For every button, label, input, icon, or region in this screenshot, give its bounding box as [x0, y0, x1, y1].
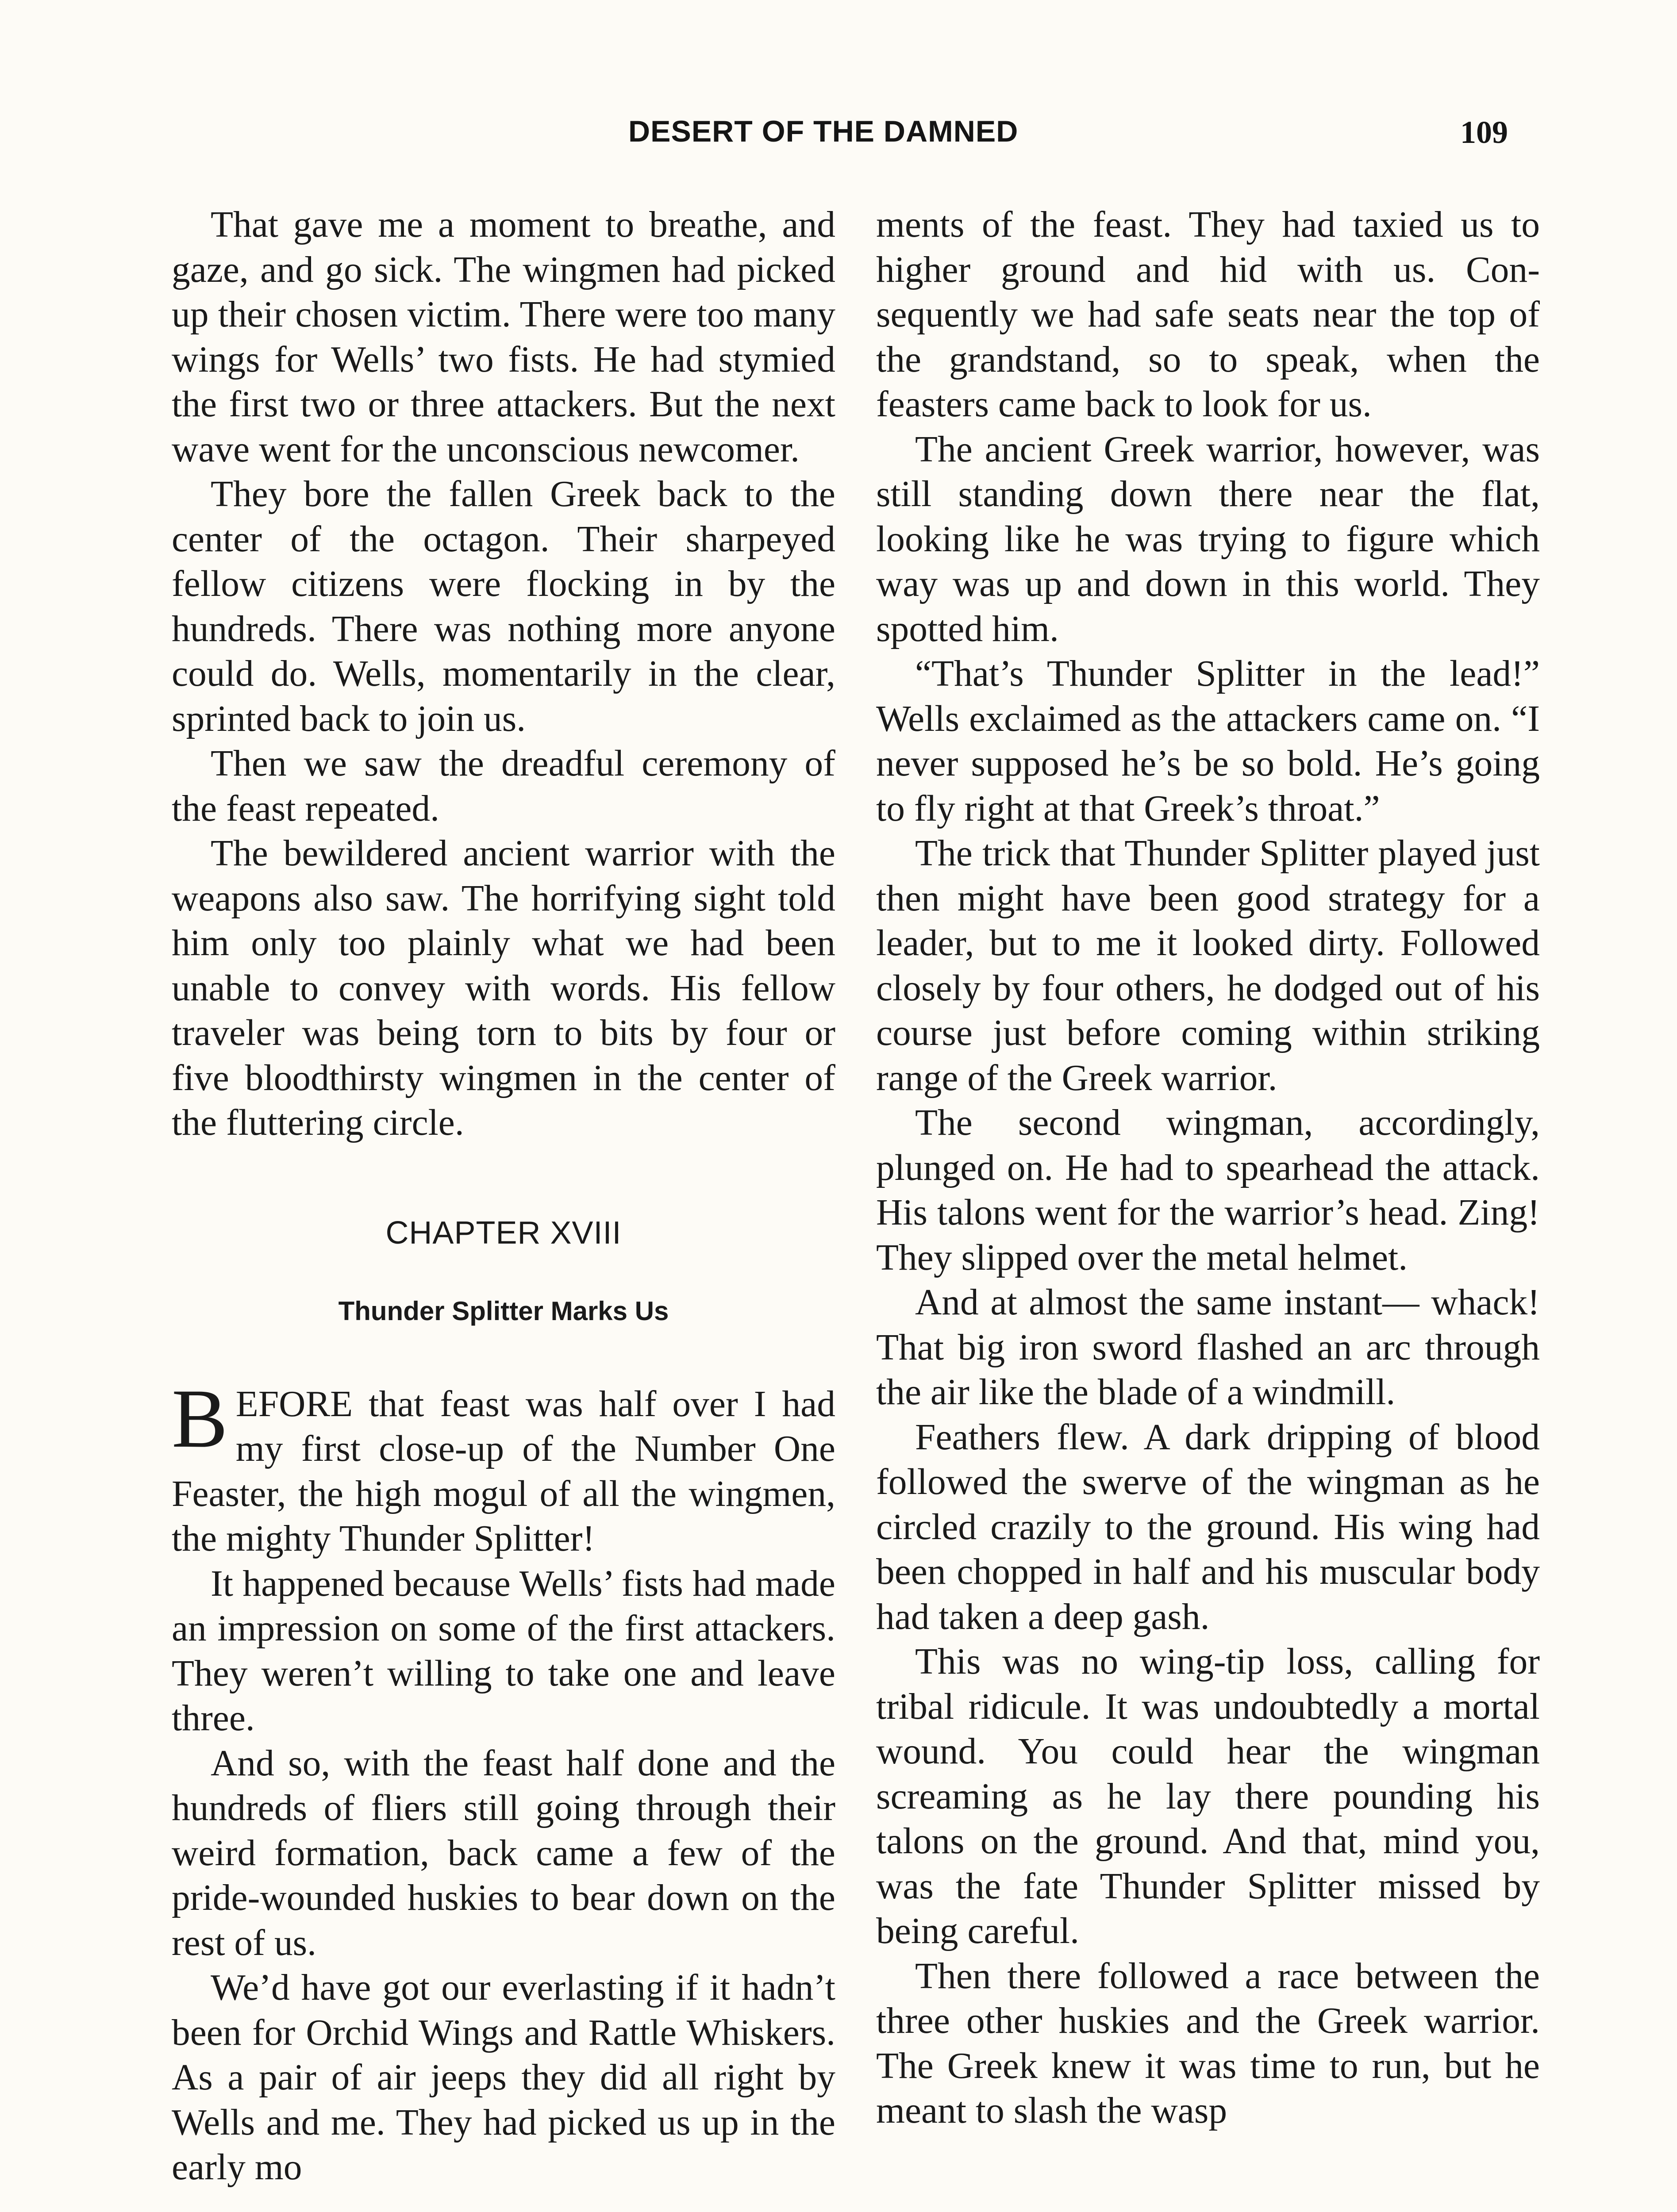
paragraph: They bore the fallen Greek back to the center of the octagon. Their sharpeyed fellow citizens were flocking in by the hundreds. There was nothing more anyone could do. Wells, momentarily in the clear, sprinted back to join us.	[172, 474, 835, 739]
paragraph: And at almost the same instant— whack! That big iron sword flashed an arc through the air like the blade of a windmill.	[876, 1282, 1540, 1413]
chapter-subtitle: Thunder Splitter Marks Us	[338, 1296, 669, 1326]
paragraph: “That’s Thunder Splitter in the lead!” Wells exclaimed as the attackers came on. “I never supposed he’s be so bold. He’s going to fly right at that Greek’s throat.”	[876, 653, 1540, 829]
paragraph: The ancient Greek warrior, however, was still standing down there near the flat, looking like he was trying to figure which way was up and down in this world. They spotted him.	[876, 429, 1540, 649]
paragraph: Then there followed a race between the three other huskies and the Greek warrior. The Greek knew it was time to run, but he meant to slash the wasp	[876, 1955, 1540, 2131]
paragraph: The bewildered ancient warrior with the weapons also saw. The horrifying sight told him only too plainly what we had been unable to convey with words. His fellow traveler was being torn to bits by four or five bloodthirsty wingmen in the center of the fluttering circle.	[172, 833, 835, 1143]
paragraph: We’d have got our everlasting if it hadn’t been for Orchid Wings and Rattle Whiskers. As a pair of air jeeps they did all right by Wells and me. They had picked us up in the early mo	[172, 1967, 835, 2188]
opening-text: EFORE that feast was half over I had my first close-up of the Number One Feaster, the high mogul of all the wingmen, the mighty Thunder Splitter!	[172, 1383, 835, 1559]
drop-cap: B	[172, 1372, 228, 1465]
paragraph: Then we saw the dreadful ceremony of the feast repeated.	[172, 743, 835, 829]
chapter-opening-paragraph	[172, 1372, 835, 1562]
paragraph: The second wingman, accordingly, plunged on. He had to spearhead the attack. His talons went for the warrior’s head. Zing! They slipped over the metal helmet.	[876, 1102, 1540, 1278]
paragraph: That gave me a moment to breathe, and gaze, and go sick. The wingmen had picked up their chosen victim. There were too many wings for Wells’ two fists. He had stymied the first two or three attackers. But the next wave went for the unconscious newcomer.	[172, 204, 835, 470]
paragraph: And so, with the feast half done and the hundreds of fliers still going through their weird formation, back came a few of the pride-wounded huskies to bear down on the rest of us.	[172, 1743, 835, 1963]
running-title: DESERT OF THE DAMNED	[628, 115, 1019, 148]
continued-paragraph: ments of the feast. They had taxied us to higher ground and hid with us. Consequently we had safe seats near the top of the grandstand, so to speak, when the feasters came back to look for us.	[876, 204, 1540, 425]
right-column	[876, 203, 1540, 2134]
chapter-heading: CHAPTER XVIII	[385, 1215, 622, 1251]
paragraph: This was no wing-tip loss, calling for tribal ridicule. It was undoubtedly a mortal wound. You could hear the wingman screaming as he lay there pounding his talons on the ground. And that, mind you, was the fate Thunder Splitter missed by being careful.	[876, 1641, 1540, 1951]
paragraph: It happened because Wells’ fists had made an impression on some of the first attackers. They weren’t willing to take one and leave three.	[172, 1563, 835, 1739]
paragraph: Feathers flew. A dark dripping of blood followed the swerve of the wingman as he circled crazily to the ground. His wing had been chopped in half and his muscular body had taken a deep gash.	[876, 1417, 1540, 1637]
left-column	[172, 203, 835, 2190]
paragraph: The trick that Thunder Splitter played just then might have been good strategy for a leader, but to me it looked dirty. Followed closely by four others, he dodged out of his course just before coming within striking range of the Greek warrior.	[876, 833, 1540, 1098]
page-number: 109	[1460, 115, 1508, 150]
